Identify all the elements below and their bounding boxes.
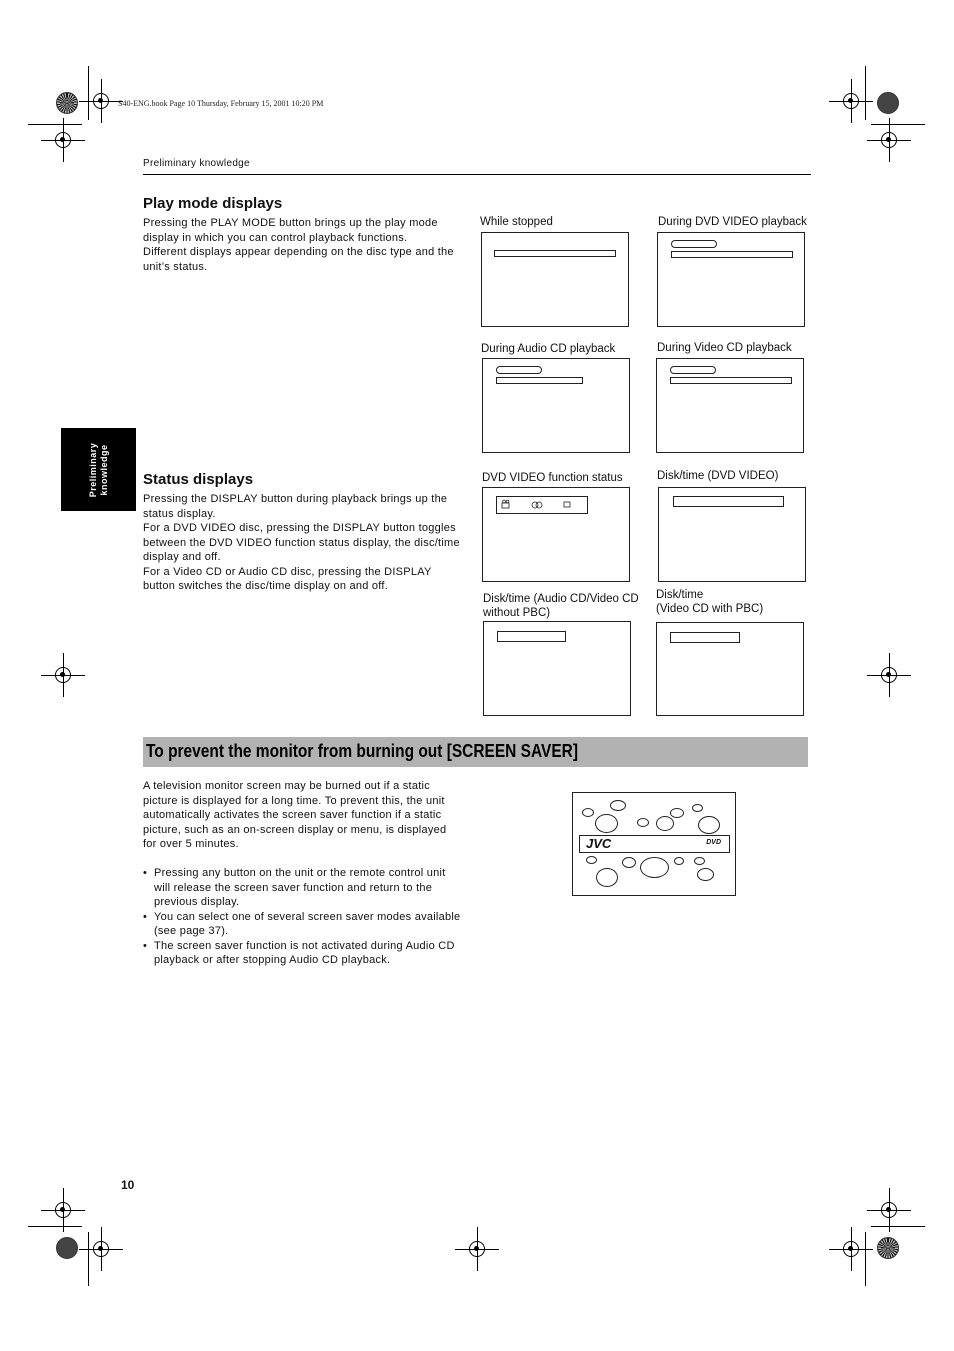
bubble-icon: [698, 816, 720, 834]
screen-saver-text: [143, 779, 461, 968]
screen-dvd-playback: [657, 232, 805, 327]
screen-dvd-function-status: [482, 487, 630, 582]
trim-line: [865, 1232, 866, 1286]
caption-line: Disk/time (Audio CD/Video CD: [483, 593, 639, 605]
bubble-icon: [656, 816, 674, 831]
status-heading: Status displays: [143, 471, 254, 488]
trim-line: [88, 1232, 89, 1286]
trim-line: [871, 124, 925, 125]
bubble-icon: [692, 804, 703, 812]
section-title: To prevent the monitor from burning out [SCREEN SAVER]: [146, 741, 579, 761]
caption-dvd-playback: During DVD VIDEO playback: [658, 216, 807, 228]
status-paragraph: Pressing the DISPLAY button during playback brings up the status display.: [143, 493, 448, 520]
screen-saver-illustration: [572, 792, 736, 896]
caption-disk-time-audio: [483, 592, 639, 620]
trim-line: [865, 66, 866, 120]
caption-while-stopped: While stopped: [480, 216, 553, 228]
bubble-icon: [674, 857, 684, 865]
screen-disk-time-audio: [483, 621, 631, 716]
trim-line: [28, 124, 82, 125]
bubble-icon: [596, 868, 618, 887]
dvd-logo: DVD: [706, 839, 721, 846]
bubble-icon: [582, 808, 594, 817]
display-pill: [496, 366, 542, 374]
display-bar: [494, 250, 616, 257]
play-mode-heading: Play mode displays: [143, 195, 283, 212]
bullet-item: • You can select one of several screen saver modes available (see page 37).: [143, 910, 461, 939]
screen-saver-intro: A television monitor screen may be burned out if a static picture is displayed for a long time. To prevent this, the unit automatically activates the screen saver function if a static picture, such as an on-screen display or menu, is displayed for over 5 minutes.: [143, 780, 447, 850]
subtitle-icon: [564, 502, 570, 507]
display-bar: [670, 377, 792, 384]
bubble-icon: [694, 857, 705, 865]
jvc-logo-bar: [579, 835, 730, 853]
status-paragraph: For a Video CD or Audio CD disc, pressing the DISPLAY button switches the disc/time display on and off.: [143, 565, 432, 592]
caption-line: (Video CD with PBC): [656, 603, 764, 615]
bubble-icon: [622, 857, 636, 868]
caption-dvd-function-status: DVD VIDEO function status: [482, 472, 623, 484]
caption-audio-cd-playback: During Audio CD playback: [481, 343, 616, 355]
caption-line: without PBC): [483, 607, 551, 619]
function-status-box: [496, 496, 588, 514]
screen-disk-time-vcd: [656, 622, 804, 716]
side-tab-label: Preliminary knowledge: [87, 442, 109, 497]
display-bar: [497, 631, 566, 642]
display-pill: [670, 366, 716, 374]
play-mode-paragraph: Pressing the PLAY MODE button brings up the play mode display in which you can control playback functions.: [143, 217, 438, 244]
color-target-icon: [877, 1237, 899, 1259]
screen-audio-cd-playback: [482, 358, 630, 453]
display-bar: [496, 377, 583, 384]
bullet-item: • The screen saver function is not activated during Audio CD playback or after stopping Audio CD playback.: [143, 939, 461, 968]
screen-while-stopped: [481, 232, 629, 327]
display-bar: [671, 251, 793, 258]
color-target-icon: [877, 92, 899, 114]
caption-video-cd-playback: During Video CD playback: [657, 342, 792, 354]
status-text: [143, 492, 461, 594]
book-info: S40-ENG.book Page 10 Thursday, February 15, 2001 10:20 PM: [118, 99, 324, 108]
header-rule: [143, 174, 811, 175]
bubble-icon: [586, 856, 597, 864]
bubble-icon: [610, 800, 626, 811]
trim-line: [871, 1226, 925, 1227]
screen-saver-bullets: [143, 866, 461, 968]
section-banner: [143, 737, 808, 767]
audio-icon: [532, 502, 542, 508]
running-head: Preliminary knowledge: [143, 158, 250, 169]
trim-line: [88, 66, 89, 120]
display-bar: [670, 632, 740, 643]
trim-line: [28, 1226, 82, 1227]
display-pill: [671, 240, 717, 248]
bubble-icon: [595, 814, 618, 833]
bubble-icon: [697, 868, 714, 881]
color-target-icon: [56, 92, 78, 114]
camera-angle-icon: [502, 500, 509, 508]
play-mode-paragraph: Different displays appear depending on the disc type and the unit’s status.: [143, 246, 454, 273]
caption-disk-time-dvd: Disk/time (DVD VIDEO): [657, 470, 779, 482]
bubble-icon: [670, 808, 684, 818]
play-mode-text: [143, 216, 463, 274]
jvc-logo: JVC: [586, 836, 612, 851]
display-bar: [673, 496, 784, 507]
screen-disk-time-dvd: [658, 487, 806, 582]
bubble-icon: [640, 857, 669, 878]
page-number: 10: [121, 1178, 135, 1192]
screen-video-cd-playback: [656, 358, 804, 453]
side-tab: [61, 428, 136, 511]
caption-line: Disk/time: [656, 589, 704, 601]
caption-disk-time-vcd: [656, 588, 763, 616]
bubble-icon: [637, 818, 649, 827]
color-target-icon: [56, 1237, 78, 1259]
bullet-item: • Pressing any button on the unit or the remote control unit will release the screen saver function and return to the previous display.: [143, 866, 461, 910]
status-paragraph: For a DVD VIDEO disc, pressing the DISPLAY button toggles between the DVD VIDEO function status display, the disc/time display and off.: [143, 522, 460, 563]
